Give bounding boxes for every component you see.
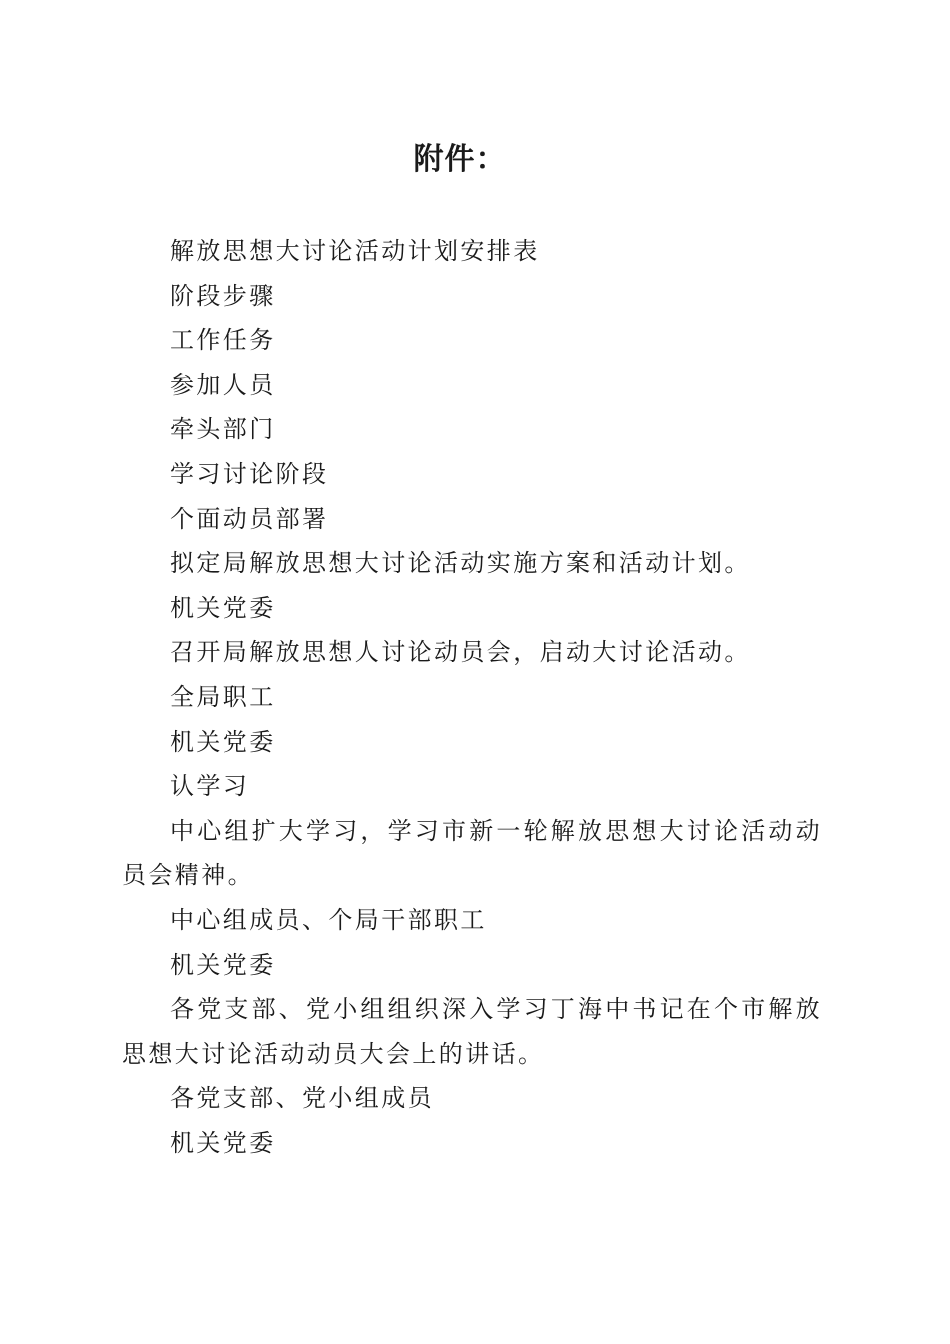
paragraph: 召开局解放思想人讨论动员会，启动大讨论活动。: [170, 638, 751, 667]
paragraph: 各党支部、党小组成员: [170, 1084, 434, 1113]
paragraph: 机关党委: [170, 1128, 276, 1157]
paragraph: 工作任务: [170, 326, 276, 355]
paragraph: 牵头部门: [170, 415, 276, 444]
paragraph: 解放思想大讨论活动计划安排表: [170, 237, 540, 265]
paragraph: 阶段步骤: [170, 281, 276, 310]
paragraph: 中心组扩大学习，学习市新一轮解放思想大讨论活动动员会精神。: [122, 816, 822, 890]
paragraph: 机关党委: [170, 593, 276, 622]
paragraph: 机关党委: [170, 727, 276, 756]
paragraph: 个面动员部署: [170, 504, 329, 533]
paragraph: 各党支部、党小组组织深入学习丁海中书记在个市解放思想大讨论活动动员大会上的讲话。: [122, 995, 822, 1068]
paragraph: 认学习: [170, 772, 250, 801]
document-body: [122, 229, 822, 1165]
document-title: 附件：: [413, 142, 507, 177]
paragraph: 全局职工: [170, 682, 276, 711]
paragraph: 机关党委: [170, 950, 276, 979]
paragraph: 学习讨论阶段: [170, 459, 329, 488]
paragraph: 参加人员: [170, 370, 276, 399]
paragraph: 中心组成员、个局干部职工: [170, 905, 487, 934]
paragraph: 拟定局解放思想大讨论活动实施方案和活动计划。: [170, 549, 751, 578]
